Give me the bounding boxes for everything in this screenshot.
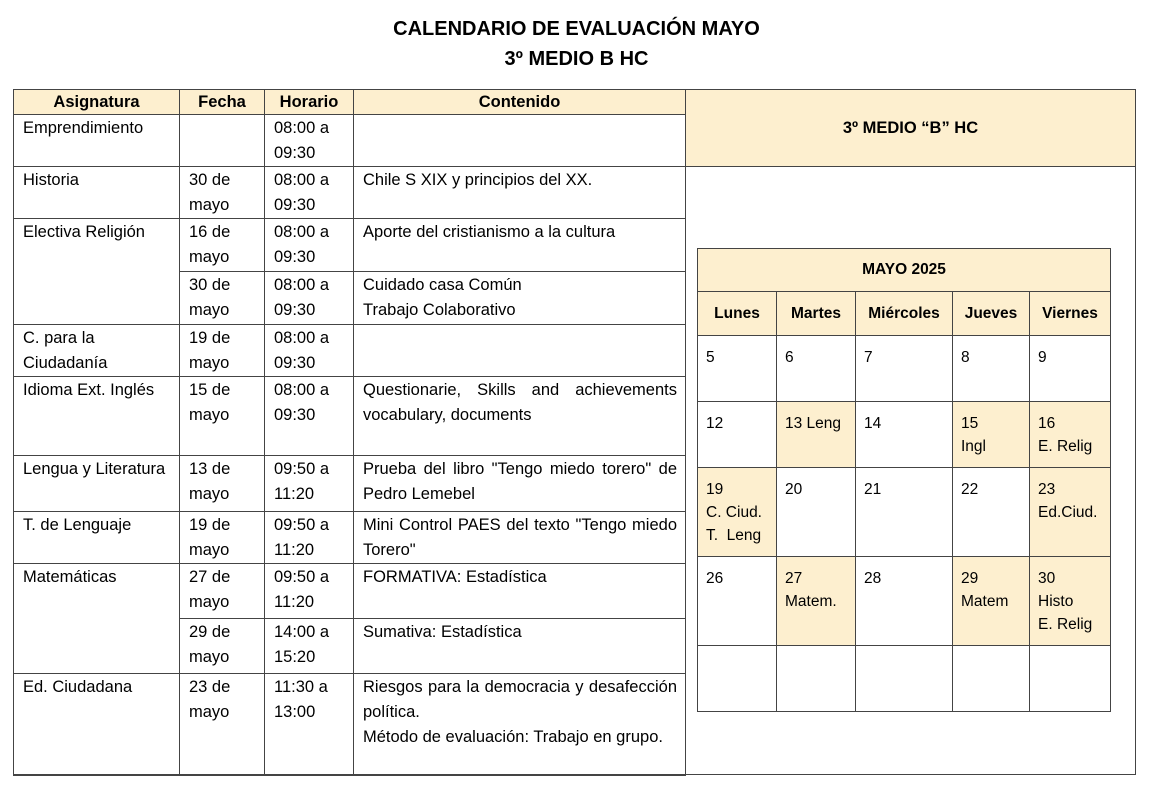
calendar-day-evaluation	[953, 557, 1030, 646]
may-calendar	[697, 248, 1111, 712]
calendar-day-evaluation	[953, 402, 1030, 468]
subject-cell: T. de Lenguaje	[14, 512, 180, 564]
day-number: 20	[785, 481, 803, 498]
calendar-day-empty	[1030, 646, 1111, 712]
calendar-week	[698, 468, 1111, 557]
day-note: Matem	[961, 593, 1009, 610]
day-number: 13 Leng	[785, 415, 842, 432]
day-note: E. Relig	[1038, 438, 1093, 455]
day-number: 9	[1038, 349, 1047, 366]
subject-cell: C. para la Ciudadanía	[14, 325, 180, 377]
calendar-day	[953, 468, 1030, 557]
table-row	[14, 674, 686, 776]
subject-cell: Historia	[14, 167, 180, 219]
calendar-day	[856, 468, 953, 557]
calendar-day	[698, 557, 777, 646]
day-note: Ingl	[961, 438, 986, 455]
calendar-day	[777, 468, 856, 557]
header-content: Contenido	[354, 90, 686, 115]
header-time: Horario	[265, 90, 354, 115]
day-number: 29	[961, 570, 979, 587]
subject-cell: Lengua y Literatura	[14, 456, 180, 512]
table-row	[14, 512, 686, 564]
date-cell: 30 de mayo	[180, 167, 265, 219]
content-cell	[354, 272, 686, 325]
day-number: 22	[961, 481, 979, 498]
day-number: 16	[1038, 415, 1056, 432]
course-header-label: 3º MEDIO “B” HC	[842, 118, 979, 137]
content-cell	[354, 115, 686, 167]
day-number: 19	[706, 481, 724, 498]
table-header-row	[14, 90, 686, 115]
day-number: 12	[706, 415, 724, 432]
time-cell: 08:00 a 09:30	[265, 377, 354, 456]
content-cell: Prueba del libro "Tengo miedo torero" de Pedro Lemebel	[354, 456, 686, 512]
calendar-day-evaluation	[698, 468, 777, 557]
header-date: Fecha	[180, 90, 265, 115]
day-note: Matem.	[785, 593, 837, 610]
table-row	[14, 115, 686, 167]
course-header	[685, 89, 1136, 167]
subject-cell: Ed. Ciudadana	[14, 674, 180, 776]
date-cell: 13 de mayo	[180, 456, 265, 512]
page-subtitle: 3º MEDIO B HC	[504, 48, 649, 70]
calendar-day-evaluation	[777, 402, 856, 468]
day-number: 23	[1038, 481, 1056, 498]
page-title: CALENDARIO DE EVALUACIÓN MAYO	[393, 18, 760, 40]
header-subject: Asignatura	[14, 90, 180, 115]
date-cell: 16 de mayo	[180, 219, 265, 272]
day-note: Ed.Ciud.	[1038, 504, 1098, 521]
day-number: 7	[864, 349, 873, 366]
date-cell: 27 de mayo	[180, 564, 265, 619]
time-cell: 09:50 a 11:20	[265, 456, 354, 512]
calendar-day-empty	[777, 646, 856, 712]
calendar-day-evaluation	[777, 557, 856, 646]
content-cell: Sumativa: Estadística	[354, 619, 686, 674]
calendar-month-row	[698, 249, 1111, 292]
date-cell: 29 de mayo	[180, 619, 265, 674]
calendar-day-empty	[953, 646, 1030, 712]
day-note: Histo	[1038, 593, 1074, 610]
table-row	[14, 167, 686, 219]
calendar-day-evaluation	[1030, 468, 1111, 557]
content-cell: FORMATIVA: Estadística	[354, 564, 686, 619]
calendar-day	[1030, 336, 1111, 402]
weekday-wednesday: Miércoles	[856, 292, 953, 336]
table-row	[14, 564, 686, 619]
date-cell: 15 de mayo	[180, 377, 265, 456]
calendar-weekday-row	[698, 292, 1111, 336]
day-number: 28	[864, 570, 882, 587]
subject-cell: Idioma Ext. Inglés	[14, 377, 180, 456]
content-cell	[354, 674, 686, 776]
day-number: 5	[706, 349, 715, 366]
day-number: 6	[785, 349, 794, 366]
calendar-week	[698, 557, 1111, 646]
subject-cell: Electiva Religión	[14, 219, 180, 325]
day-number: 14	[864, 415, 882, 432]
content-cell	[354, 325, 686, 377]
day-note: E. Relig	[1038, 616, 1093, 633]
day-number: 27	[785, 570, 803, 587]
weekday-thursday: Jueves	[953, 292, 1030, 336]
calendar-week	[698, 402, 1111, 468]
time-cell: 09:50 a 11:20	[265, 512, 354, 564]
calendar-day	[698, 402, 777, 468]
time-cell: 08:00 a 09:30	[265, 115, 354, 167]
content-cell: Mini Control PAES del texto "Tengo miedo Torero"	[354, 512, 686, 564]
content-line: Método de evaluación: Trabajo en grupo.	[363, 728, 663, 746]
calendar-day-evaluation	[1030, 557, 1111, 646]
date-cell	[180, 115, 265, 167]
time-cell: 08:00 a 09:30	[265, 272, 354, 325]
content-line: Riesgos para la democracia y desafección política.	[363, 678, 677, 721]
time-cell: 14:00 a 15:20	[265, 619, 354, 674]
weekday-friday: Viernes	[1030, 292, 1111, 336]
day-number: 26	[706, 570, 724, 587]
table-row	[14, 325, 686, 377]
calendar-day-evaluation	[1030, 402, 1111, 468]
table-row	[14, 456, 686, 512]
content-cell: Chile S XIX y principios del XX.	[354, 167, 686, 219]
content-line: Cuidado casa Común	[363, 276, 522, 294]
subject-cell: Emprendimiento	[14, 115, 180, 167]
weekday-monday: Lunes	[698, 292, 777, 336]
date-cell: 23 de mayo	[180, 674, 265, 776]
date-cell: 19 de mayo	[180, 325, 265, 377]
table-row	[14, 377, 686, 456]
date-cell: 19 de mayo	[180, 512, 265, 564]
evaluation-table	[13, 89, 686, 776]
content-cell: Questionarie, Skills and achievements vocabulary, documents	[354, 377, 686, 456]
date-cell: 30 de mayo	[180, 272, 265, 325]
time-cell: 08:00 a 09:30	[265, 219, 354, 272]
calendar-day	[698, 336, 777, 402]
calendar-day-empty	[856, 646, 953, 712]
calendar-day-empty	[698, 646, 777, 712]
calendar-day	[777, 336, 856, 402]
time-cell: 08:00 a 09:30	[265, 167, 354, 219]
subject-cell: Matemáticas	[14, 564, 180, 674]
calendar-week	[698, 336, 1111, 402]
calendar-week	[698, 646, 1111, 712]
day-number: 30	[1038, 570, 1056, 587]
weekday-tuesday: Martes	[777, 292, 856, 336]
day-number: 15	[961, 415, 979, 432]
calendar-month-title: MAYO 2025	[698, 249, 1111, 292]
time-cell: 08:00 a 09:30	[265, 325, 354, 377]
day-number: 21	[864, 481, 882, 498]
content-cell: Aporte del cristianismo a la cultura	[354, 219, 686, 272]
time-cell: 11:30 a 13:00	[265, 674, 354, 776]
calendar-day	[856, 557, 953, 646]
calendar-day	[953, 336, 1030, 402]
calendar-day	[856, 402, 953, 468]
table-row	[14, 219, 686, 272]
day-note: C. Ciud.	[706, 504, 762, 521]
day-number: 8	[961, 349, 970, 366]
time-cell: 09:50 a 11:20	[265, 564, 354, 619]
calendar-day	[856, 336, 953, 402]
day-note: T. Leng	[706, 527, 762, 544]
content-line: Trabajo Colaborativo	[363, 301, 516, 319]
